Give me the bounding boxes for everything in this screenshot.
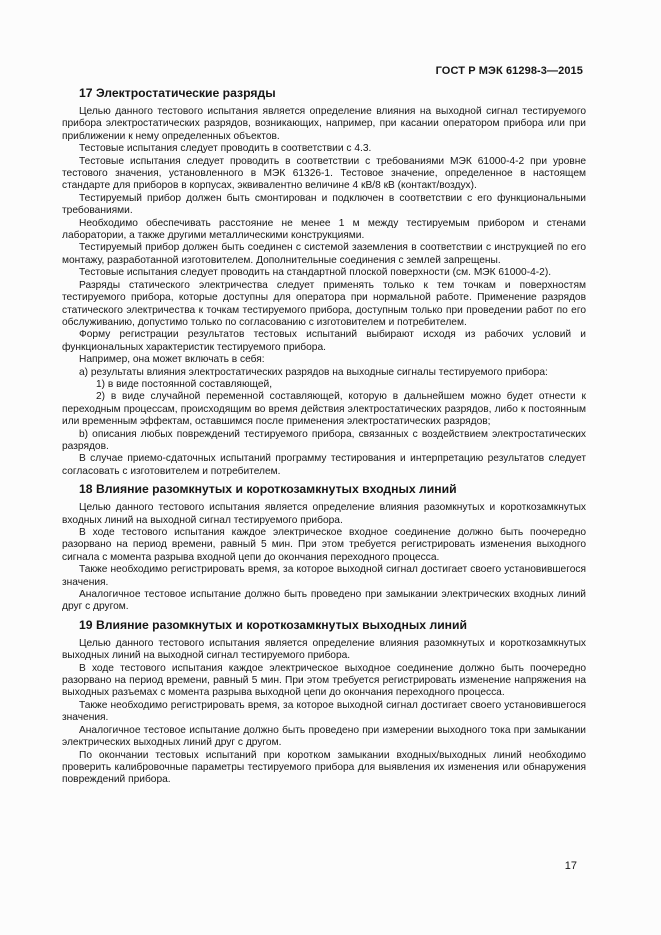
paragraph: Аналогичное тестовое испытание должно быть проведено при замыкании электрических входных линий друг с другом. [62, 589, 586, 613]
paragraph: В ходе тестового испытания каждое электрическое выходное соединение должно быть поочередно разорвано на период времени, равный 5 мин. При этом требуется регистрировать изменение напряжения на выходных разъемах с момента разрыва выходной цепи до окончания переходного процесса. [62, 662, 586, 699]
paragraph: Целью данного тестового испытания является определение влияния разомкнутых и короткозамкнутых входных линий на выходной сигнал тестируемого прибора. [62, 502, 586, 526]
paragraph: Тестовые испытания следует проводить в соответствии с требованиями МЭК 61000-4-2 при уровне тестового значения, установленного в МЭК 61326-1. Тестовое значение, определенное в настоящем стандарте для приборов в корпусах, эквивалентно величине 4 кВ/8 кВ (контакт/воздух). [62, 155, 586, 192]
document-body [62, 86, 586, 787]
paragraph: В ходе тестового испытания каждое электрическое входное соединение должно быть поочередно разорвано на период времени, равный 5 мин. При этом требуется регистрировать изменения выходного сигнала с момента разрыва входной цепи до окончания переходного процесса. [62, 527, 586, 563]
list-item: b) описания любых повреждений тестируемого прибора, связанных с воздействием электростатических разрядов. [62, 428, 586, 452]
standard-designation: ГОСТ Р МЭК 61298-3—2015 [435, 65, 583, 77]
paragraph: Тестовые испытания следует проводить на стандартной плоской поверхности (см. МЭК 61000-4-2). [79, 267, 552, 279]
list-subitem: 1) в виде постоянной составляющей, [96, 378, 273, 390]
list-subitem: 2) в виде случайной переменной составляющей, которую в дальнейшем можно будет отнести к переходным процессам, происходящим во время действия электростатических разрядов, либо к постоянным или временным эффектам, оставшимся после применения электростатических разрядов; [62, 391, 586, 428]
paragraph: В случае приемо-сдаточных испытаний программу тестирования и интерпретацию результатов следует согласовать с изготовителем и потребителем. [62, 453, 586, 477]
section-19-heading: 19 Влияние разомкнутых и короткозамкнутых выходных линий [79, 617, 468, 632]
list-item: а) результаты влияния электростатических разрядов на выходные сигналы тестируемого прибора: [79, 366, 548, 378]
paragraph: Необходимо обеспечивать расстояние не менее 1 м между тестируемым прибором и стенами лаборатории, а также другими металлическими конструкциями. [62, 217, 586, 242]
paragraph: Например, она может включать в себя: [79, 354, 265, 366]
paragraph: Целью данного тестового испытания является определение влияния разомкнутых и короткозамкнутых выходных линий на выходной сигнал тестируемого прибора. [62, 637, 586, 662]
page-number: 17 [564, 860, 577, 872]
paragraph: Разряды статического электричества следует применять только к тем точкам и поверхностям тестируемого прибора, которые доступны для оператора при нормальной работе. Применение разрядов статического электричества к точкам тестируемого прибора, доступным только при проведении работ по его обслуживанию, допустимо только по согласованию с изготовителем и потребителем. [62, 279, 586, 328]
paragraph: Тестируемый прибор должен быть смонтирован и подключен в соответствии с его функциональными требованиями. [62, 192, 586, 217]
paragraph: По окончании тестовых испытаний при коротком замыкании входных/выходных линий необходимо проверить калибровочные параметры тестируемого прибора для выявления их изменения или обнаружения повреждений прибора. [62, 749, 586, 786]
section-17-heading: 17 Электростатические разряды [79, 86, 276, 100]
paragraph: Целью данного тестового испытания является определение влияния на выходной сигнал тестируемого прибора электростатических разрядов, возникающих, например, при касании оператором прибора или при приближении к нему определенных объектов. [62, 106, 586, 142]
section-18-heading: 18 Влияние разомкнутых и короткозамкнутых входных линий [79, 482, 457, 497]
paragraph: Тестируемый прибор должен быть соединен с системой заземления в соответствии с инструкцией по его монтажу, разработанной изготовителем. Дополнительные соединения с землей запрещены. [62, 242, 586, 266]
paragraph: Тестовые испытания следует проводить в соответствии с 4.3. [79, 143, 372, 155]
paragraph: Также необходимо регистрировать время, за которое выходной сигнал достигает своего установившегося значения. [62, 564, 586, 588]
paragraph: Также необходимо регистрировать время, за которое выходной сигнал достигает своего установившегося значения. [62, 699, 586, 724]
paragraph: Аналогичное тестовое испытание должно быть проведено при измерении выходного тока при замыкании электрических выходных линий друг с другом. [62, 724, 586, 749]
paragraph: Форму регистрации результатов тестовых испытаний выбирают исходя из рабочих условий и функциональных характеристик тестируемого прибора. [62, 329, 586, 353]
